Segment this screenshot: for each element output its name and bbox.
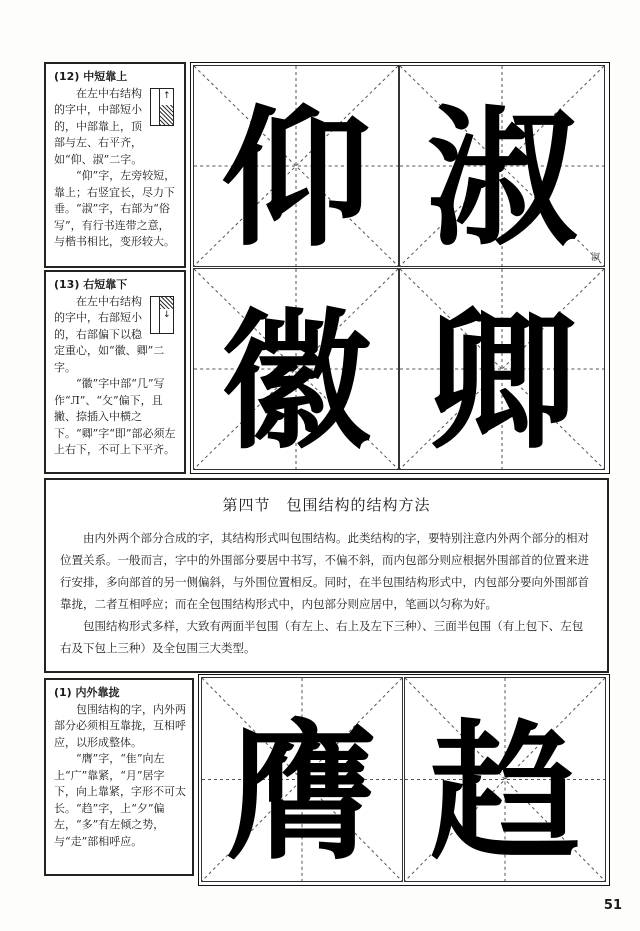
note-text: “膺”字，“隹”向左上“广”靠紧，“月”居字下，向上靠紧，字形不可太长。“趋”字，上“夕”偏左，“多”有左倾之势，与“走”部相呼应。: [54, 752, 186, 848]
note-text: 包围结构的字，内外两部分必须相互靠拢，互相呼应，以形成整体。: [54, 702, 186, 749]
calligraphy-character: 膺: [226, 704, 377, 881]
note-heading: (12) 中短靠上: [54, 70, 128, 83]
calligraphy-grid-bottom: [198, 674, 610, 886]
note-text: 在左中右结构的字中，中部短小的，中部靠上，顶部与左、右平齐，如“仰、淑”二字。: [54, 86, 143, 166]
note-text: 在左中右结构的字中，右部短小的，右部偏下以稳定重心，如“徽、卿”二字。: [54, 294, 165, 374]
character-cell: [399, 65, 605, 267]
note-heading: (1) 内外靠拢: [54, 686, 120, 699]
character-cell: [193, 65, 399, 267]
calligraphy-character: 趋: [429, 704, 580, 881]
section-paragraph: 包围结构形式多样，大致有两面半包围（有左上、右上及左下三种）、三面半包围（有上包下、左包右及下包上三种）及全包围三大类型。: [60, 619, 584, 655]
note-heading: (13) 右短靠下: [54, 278, 128, 291]
note-text: “徽”字中部“几”写作“Л”、“攵”偏下，且撇、捺插入中横之下。“卿”字“即”部必须左上右下，不可上下平齐。: [54, 377, 176, 456]
character-cell: [404, 677, 606, 882]
structure-diagram-icon: ↑: [150, 88, 174, 126]
character-cell: [399, 268, 605, 470]
note-1: [44, 678, 194, 876]
calligraphy-grid-top: [190, 62, 610, 474]
note-text: “仰”字，左旁较短，靠上；右竖宜长，尽力下垂。“淑”字，右部为“俗写”，有行书连带之意，与楷书相比，变形较大。: [54, 169, 176, 248]
character-cell: [193, 268, 399, 470]
section-text-box: [44, 478, 609, 673]
calligraphy-character: 卿: [426, 294, 577, 470]
page-number: 51: [603, 898, 622, 913]
structure-diagram-icon: ↓: [150, 296, 174, 334]
small-character-label: 淑: [590, 253, 600, 263]
calligraphy-character: 淑: [426, 91, 577, 267]
section-paragraph: 由内外两个部分合成的字，其结构形式叫包围结构。此类结构的字，要特别注意内外两个部分的相对位置关系。一般而言，字中的外围部分要居中书写，不偏不斜，而内包部分则应根据外围部首的位置来进行安排，多向部首的另一侧偏斜，与外围位置相反。同时，在半包围结构形式中，内包部分要向外围部首靠拢，二者互相呼应；而在全包围结构形式中，内包部分则应居中，笔画以匀称为好。: [60, 531, 589, 611]
note-12: [44, 62, 186, 268]
note-13: [44, 270, 186, 474]
calligraphy-character: 仰: [220, 91, 371, 267]
section-title: 第四节 包围结构的结构方法: [222, 496, 431, 514]
character-cell: [201, 677, 403, 882]
calligraphy-character: 徽: [220, 294, 371, 470]
